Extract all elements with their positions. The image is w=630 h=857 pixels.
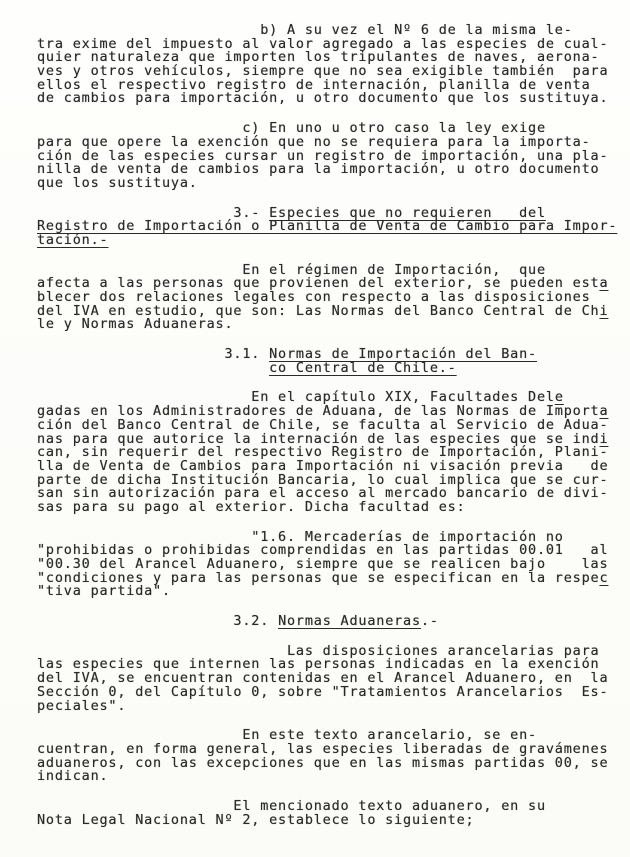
text-line	[37, 174, 610, 191]
paragraph-texto-arancelario	[37, 729, 610, 784]
text-segment: ves y otros vehículos, siempre que no sea exigible también para	[37, 63, 609, 80]
text-segment: En el capítulo XIX, Facultades Del	[37, 389, 555, 406]
text-segment: blecer dos relaciones legales con respecto a las disposiciones	[37, 289, 591, 305]
text-segment: nilla de venta de cambios para la importación, u otro documento	[37, 161, 600, 178]
text-segment: "00.30 del Arancel Aduanero, siempre que se realicen bajo las	[37, 556, 609, 572]
paragraph-letra-c	[37, 122, 610, 190]
text-segment: ellos el respectivo registro de internación, planilla de venta	[37, 76, 591, 93]
text-segment: "condiciones y para las personas que se especifican en la respe	[37, 569, 600, 586]
text-segment: En el régimen de Importación, que	[37, 261, 546, 278]
paragraph-letra-b	[37, 24, 610, 106]
text-segment: afecta a las personas que provienen del exterior, se pueden est	[37, 275, 600, 292]
text-segment: las especies que internen las personas indicadas en la exención	[37, 656, 600, 673]
text-segment: c) En uno u otro caso la ley exige	[37, 120, 546, 137]
underlined-text-segment: co Central de Chile.-	[269, 359, 457, 376]
text-segment: "tiva partida".	[37, 583, 171, 600]
text-segment: peciales".	[37, 697, 127, 714]
text-segment: Nota Legal Nacional Nº 2, establece lo siguiente;	[37, 811, 475, 828]
text-segment: En este texto arancelario, se en-	[37, 727, 537, 744]
text-segment: indican.	[37, 768, 109, 785]
section-3-1-heading	[37, 348, 610, 375]
text-line	[37, 359, 610, 376]
text-line	[37, 770, 610, 784]
text-segment: El mencionado texto aduanero, en su	[37, 797, 546, 814]
text-segment: Las disposiciones arancelarias para	[37, 642, 600, 659]
text-segment: del IVA, se encuentran contenidas en el Arancel Aduanero, en la	[37, 670, 609, 687]
quote-partida-1-6	[37, 528, 610, 600]
text-line	[37, 318, 610, 332]
text-segment: .-	[420, 613, 439, 630]
text-segment: lla de Venta de Cambios para Importación ni visación previa de	[37, 457, 609, 474]
section-3-2-heading	[37, 615, 610, 629]
text-segment: nas para que autorice la internación de las especies que se ind	[37, 430, 600, 447]
paragraph-disposiciones-arancelarias	[37, 642, 610, 714]
text-segment	[37, 360, 269, 376]
text-segment: que los sustituya.	[37, 174, 198, 191]
text-segment: ción de las especies cursar un registro de importación, una pla-	[37, 147, 609, 164]
underlined-text-segment: Normas de Importación del Ban-	[269, 346, 537, 363]
underlined-text-segment: i	[599, 302, 609, 319]
underlined-text-segment: Especies que no requieren del	[269, 204, 546, 221]
text-line	[37, 218, 618, 235]
underlined-text-segment: tación.-	[37, 231, 109, 248]
text-line	[37, 615, 610, 629]
text-line	[37, 231, 610, 248]
text-segment: sas para su pago al exterior. Dicha facultad es:	[37, 498, 466, 515]
underlined-text-segment: a	[599, 403, 609, 420]
underlined-text-segment: Normas Aduaneras	[278, 613, 421, 630]
text-segment: quier naturaleza que importen los tripulantes de naves, aerona-	[37, 49, 600, 66]
paragraph-regimen-importacion	[37, 261, 610, 333]
text-segment: cuentran, en forma general, las especies liberadas de gravámenes	[37, 740, 609, 757]
text-segment: "prohibidas o prohibidas comprendidas en las partidas 00.01 al	[37, 542, 609, 559]
underlined-text-segment: Registro de Importación o Planilla de Venta de Cambio para Impor-	[37, 218, 618, 235]
text-segment: ción del Banco Central de Chile, se faculta al Servicio de Adua-	[37, 416, 609, 433]
text-segment: b) A su vez el Nº 6 de la misma le-	[37, 22, 573, 38]
text-segment: 3.-	[37, 204, 270, 221]
text-segment: del IVA en estudio, que son: Las Normas del Banco Central de Ch	[37, 302, 600, 319]
text-line	[37, 697, 610, 714]
underlined-text-segment: c	[599, 569, 609, 586]
section-3-heading	[37, 204, 618, 248]
text-line	[37, 92, 610, 106]
text-segment: de cambios para importación, u otro documento que los sustituya.	[37, 90, 609, 107]
text-segment: can, sin requerir del respectivo Registro de Importación, Plani-	[37, 444, 609, 461]
text-segment: le y Normas Aduaneras.	[37, 316, 234, 333]
text-segment: san sin autorización para el acceso al mercado bancario de divi-	[37, 485, 609, 502]
text-segment: Sección 0, del Capítulo 0, sobre "Tratamientos Arancelarios Es-	[37, 683, 609, 700]
text-line	[37, 811, 610, 828]
text-segment: gadas en los Administradores de Aduana, de las Normas de Import	[37, 403, 600, 420]
paragraph-facultades-delegadas	[37, 391, 610, 514]
text-line	[37, 754, 610, 771]
text-segment: 3.1.	[37, 346, 270, 363]
text-segment: tra exime del impuesto al valor agregado a las especies de cual-	[37, 35, 609, 52]
text-segment: aduaneros, con las excepciones que en las mismas partidas 00, se	[37, 754, 609, 771]
text-line	[37, 585, 610, 599]
text-segment: parte de dicha Institución Bancaria, lo cual implica que se cur-	[37, 471, 609, 488]
underlined-text-segment: e	[554, 389, 564, 406]
text-segment: "1.6. Mercaderías de importación no	[37, 528, 564, 545]
text-line	[37, 498, 610, 515]
text-segment: para que opere la exención que no se requiera para la importa-	[37, 133, 591, 150]
paragraph-nota-legal	[37, 797, 610, 828]
underlined-text-segment: i	[599, 430, 609, 447]
underlined-text-segment: a	[599, 275, 609, 292]
text-segment: 3.2.	[37, 613, 279, 630]
